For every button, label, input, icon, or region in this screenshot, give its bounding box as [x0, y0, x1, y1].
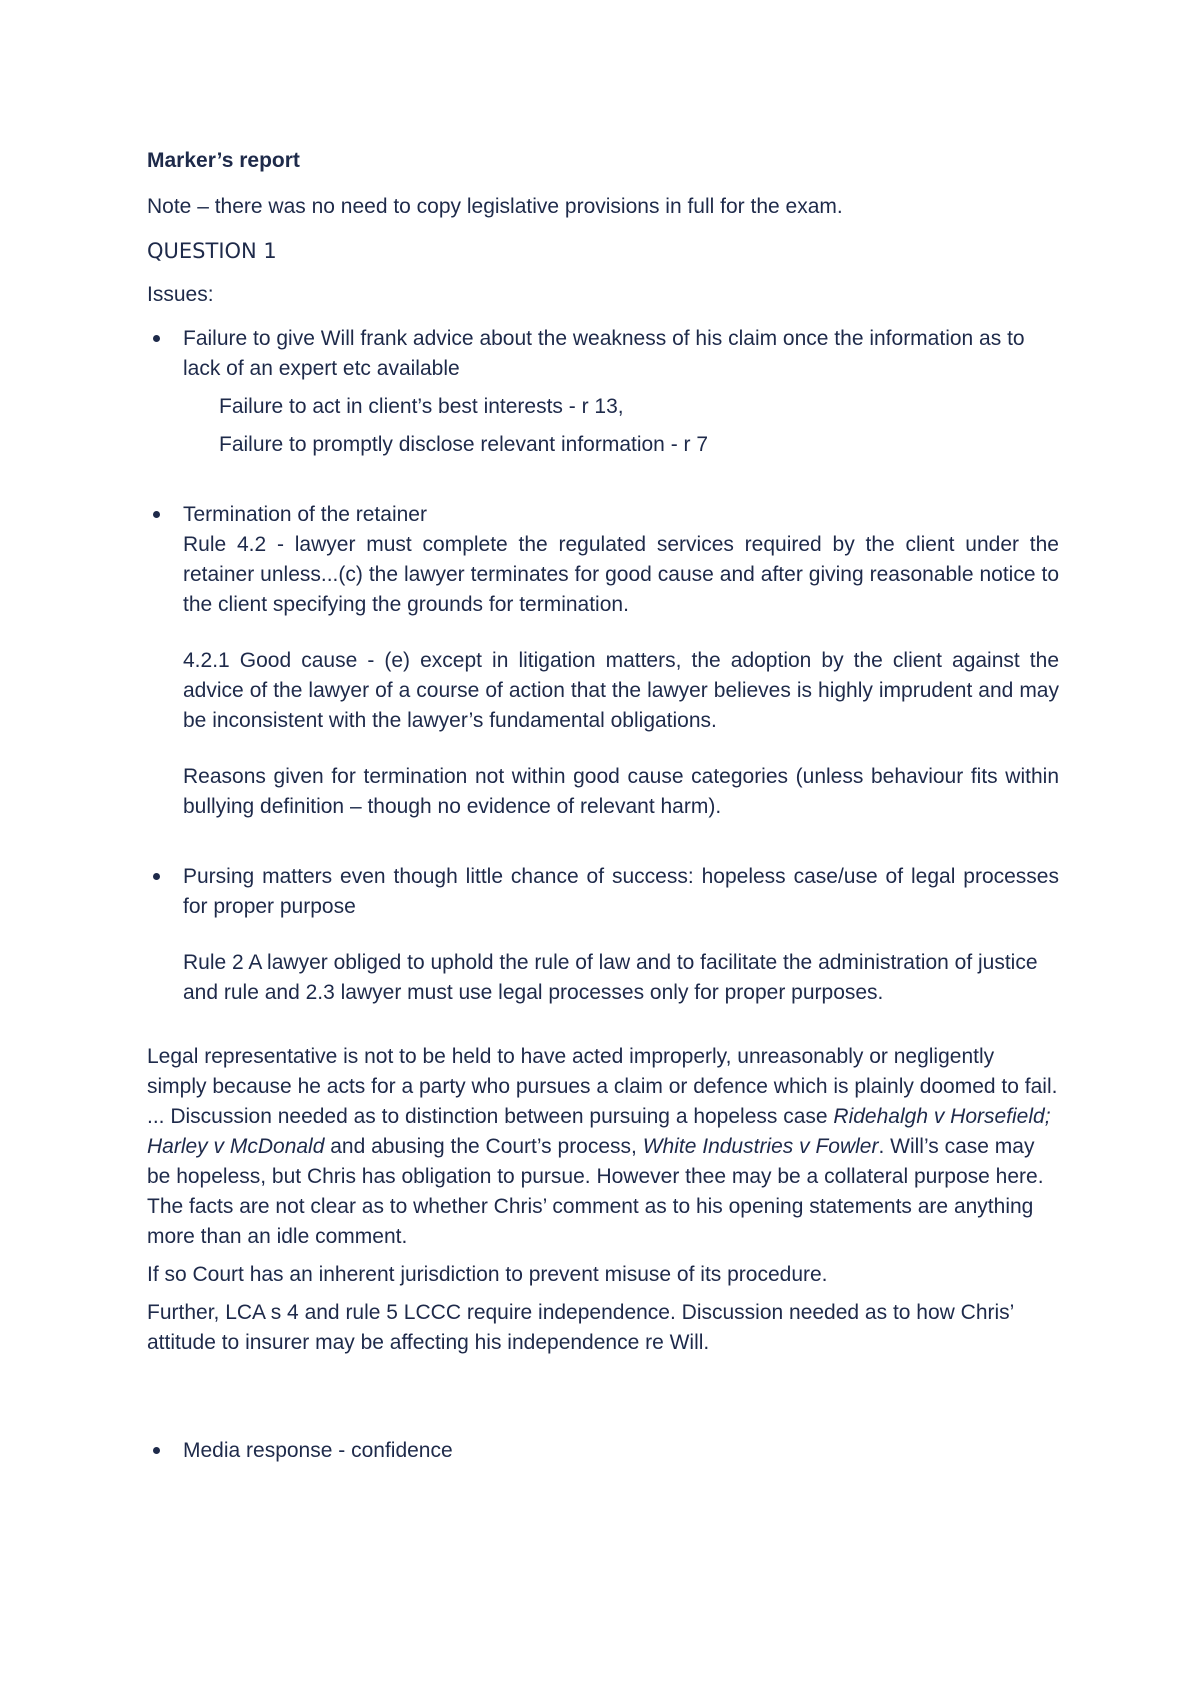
- bullet-icon: [153, 511, 160, 518]
- issue-item-frank-advice: [147, 324, 1059, 460]
- report-title: Marker’s report: [147, 149, 300, 172]
- issues-list: [147, 324, 1059, 1008]
- case-citation: White Industries v Fowler: [642, 1135, 879, 1158]
- paragraph-text: . Will’s case may be hopeless, but Chris has obligation to pursue. However thee may be a collateral purpose here. The facts are not clear as to whether Chris’ comment as to his opening statements are anything more than an idle comment.: [147, 1135, 1044, 1248]
- exam-note: Note – there was no need to copy legislative provisions in full for the exam.: [147, 195, 843, 218]
- issue-title: Media response - confidence: [183, 1439, 453, 1462]
- document-content: [147, 146, 1059, 1466]
- issue-subpoint: Failure to promptly disclose relevant information - r 7: [219, 433, 709, 456]
- issue-subpoint: Failure to act in client’s best interests - r 13,: [219, 395, 624, 418]
- discussion-paragraph: Further, LCA s 4 and rule 5 LCCC require independence. Discussion needed as to how Chris’ attitude to insurer may be affecting his independence re Will.: [147, 1301, 1014, 1354]
- issue-item-media: [147, 1436, 1059, 1466]
- issue-rule: Rule 4.2 - lawyer must complete the regulated services required by the client under the retainer unless...(c) the lawyer terminates for good cause and after giving reasonable notice to the client specifying the grounds for termination.: [183, 533, 1059, 616]
- paragraph-text: Legal representative is not to be held to have acted improperly, unreasonably or negligently simply because he acts for a party who pursues a claim or defence which is plainly doomed to fail. ... Discussion needed as to distinction between pursuing a hopeless case: [147, 1045, 1058, 1128]
- issue-item-termination: [147, 500, 1059, 822]
- question-heading: QUESTION 1: [147, 239, 277, 263]
- bullet-icon: [153, 1447, 160, 1454]
- issue-text: Failure to give Will frank advice about the weakness of his claim once the information as to lack of an expert etc available: [183, 327, 1025, 380]
- issue-rule: Rule 2 A lawyer obliged to uphold the rule of law and to facilitate the administration of justice and rule and 2.3 lawyer must use legal processes only for proper purposes.: [183, 951, 1038, 1004]
- issue-reasons: Reasons given for termination not within good cause categories (unless behaviour fits within bullying definition – though no evidence of relevant harm).: [183, 765, 1059, 818]
- issue-good-cause: 4.2.1 Good cause - (e) except in litigation matters, the adoption by the client against the advice of the lawyer of a course of action that the lawyer believes is highly imprudent and may be inconsistent with the lawyer’s fundamental obligations.: [183, 649, 1059, 732]
- issue-title: Pursing matters even though little chance of success: hopeless case/use of legal processes for proper purpose: [183, 865, 1059, 918]
- bullet-icon: [153, 873, 160, 880]
- paragraph-text: and abusing the Court’s process,: [324, 1135, 643, 1158]
- case-citation: Ridehalgh v Horsefield; Harley v McDonald: [147, 1105, 1051, 1158]
- issues-list-continued: [147, 1436, 1059, 1466]
- issues-label: Issues:: [147, 283, 214, 306]
- issue-item-hopeless-case: [147, 862, 1059, 1008]
- discussion-section: [147, 1042, 1059, 1358]
- discussion-paragraph: [147, 1042, 1059, 1252]
- issue-title: Termination of the retainer: [183, 503, 427, 526]
- discussion-paragraph: If so Court has an inherent jurisdiction to prevent misuse of its procedure.: [147, 1263, 828, 1286]
- bullet-icon: [153, 335, 160, 342]
